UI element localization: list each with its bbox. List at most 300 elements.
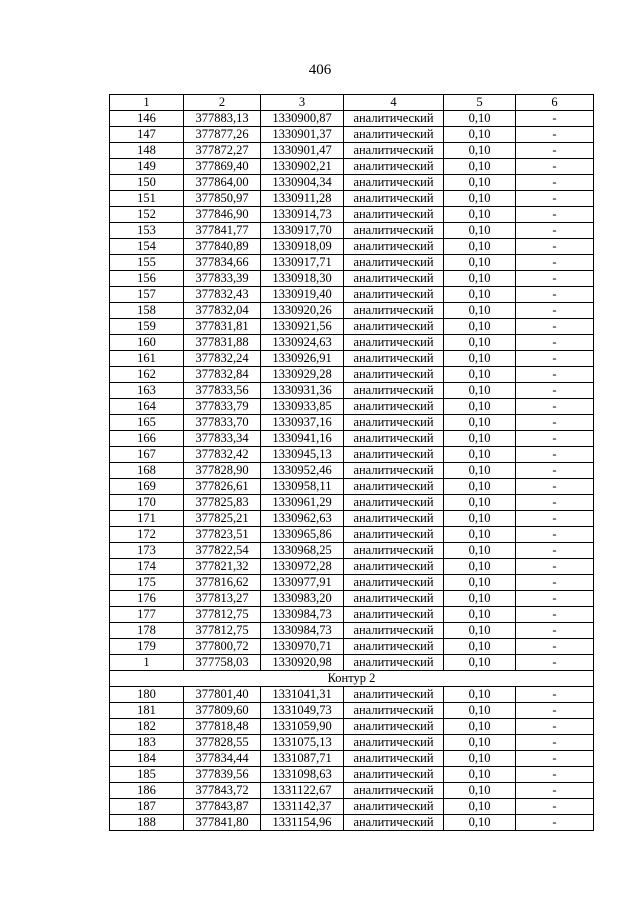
table-cell: 152: [110, 207, 184, 223]
table-row: [110, 335, 594, 351]
table-row: [110, 159, 594, 175]
table-cell: 0,10: [444, 655, 516, 671]
table-cell: 1330968,25: [261, 543, 344, 559]
table-cell: аналитический: [344, 607, 444, 623]
table-cell: 1330929,28: [261, 367, 344, 383]
table-cell: 0,10: [444, 463, 516, 479]
table-cell: 0,10: [444, 687, 516, 703]
table-cell: 168: [110, 463, 184, 479]
table-cell: -: [516, 127, 594, 143]
table-cell: 1330984,73: [261, 623, 344, 639]
table-cell: 1330983,20: [261, 591, 344, 607]
table-cell: 0,10: [444, 815, 516, 831]
table-cell: 159: [110, 319, 184, 335]
page-number: 406: [308, 62, 332, 78]
table-cell: 377832,43: [184, 287, 261, 303]
table-cell: -: [516, 287, 594, 303]
table-cell: 377833,34: [184, 431, 261, 447]
table-cell: аналитический: [344, 367, 444, 383]
table-cell: аналитический: [344, 111, 444, 127]
table-cell: -: [516, 511, 594, 527]
table-cell: 175: [110, 575, 184, 591]
contour-2-section: [110, 671, 594, 687]
table-cell: 0,10: [444, 223, 516, 239]
table-cell: 377801,40: [184, 687, 261, 703]
table-cell: аналитический: [344, 335, 444, 351]
table-cell: 173: [110, 543, 184, 559]
table-cell: аналитический: [344, 655, 444, 671]
table-cell: 1330902,21: [261, 159, 344, 175]
table-cell: 1331041,31: [261, 687, 344, 703]
table-cell: -: [516, 767, 594, 783]
table-cell: аналитический: [344, 591, 444, 607]
table-row: [110, 207, 594, 223]
table-cell: 377832,42: [184, 447, 261, 463]
table-cell: -: [516, 399, 594, 415]
table-cell: аналитический: [344, 159, 444, 175]
table-row: [110, 463, 594, 479]
header-cell: 3: [261, 95, 344, 111]
table-cell: 377821,32: [184, 559, 261, 575]
table-cell: 377832,24: [184, 351, 261, 367]
table-cell: 0,10: [444, 607, 516, 623]
table-cell: -: [516, 367, 594, 383]
table-row: [110, 719, 594, 735]
table-cell: 1331122,67: [261, 783, 344, 799]
table-row: [110, 767, 594, 783]
table-cell: 377834,44: [184, 751, 261, 767]
table-cell: 377841,77: [184, 223, 261, 239]
contour-label: Контур 2: [110, 671, 594, 687]
table-cell: 0,10: [444, 383, 516, 399]
table-row: [110, 655, 594, 671]
table-cell: аналитический: [344, 623, 444, 639]
table-cell: 1330917,71: [261, 255, 344, 271]
table-cell: аналитический: [344, 207, 444, 223]
table-cell: 0,10: [444, 495, 516, 511]
header-row: [110, 95, 594, 111]
table-row: [110, 783, 594, 799]
table-cell: 0,10: [444, 191, 516, 207]
table-cell: 0,10: [444, 367, 516, 383]
table-cell: 1331075,13: [261, 735, 344, 751]
table-cell: 377883,13: [184, 111, 261, 127]
table-cell: 146: [110, 111, 184, 127]
table-cell: 377816,62: [184, 575, 261, 591]
table-cell: -: [516, 751, 594, 767]
table-cell: аналитический: [344, 559, 444, 575]
table-cell: 1330917,70: [261, 223, 344, 239]
table-cell: 172: [110, 527, 184, 543]
table-row: [110, 383, 594, 399]
table-cell: 179: [110, 639, 184, 655]
table-cell: 149: [110, 159, 184, 175]
table-cell: 184: [110, 751, 184, 767]
table-cell: 158: [110, 303, 184, 319]
table-cell: 0,10: [444, 351, 516, 367]
table-cell: 1330918,09: [261, 239, 344, 255]
table-cell: 1330977,91: [261, 575, 344, 591]
table-cell: 147: [110, 127, 184, 143]
table-cell: 1330924,63: [261, 335, 344, 351]
table-cell: 0,10: [444, 783, 516, 799]
table-cell: 1330918,30: [261, 271, 344, 287]
table-row: [110, 399, 594, 415]
table-cell: аналитический: [344, 703, 444, 719]
table-cell: 1330920,98: [261, 655, 344, 671]
table-cell: 377825,83: [184, 495, 261, 511]
contour-row: [110, 671, 594, 687]
table-cell: 178: [110, 623, 184, 639]
table-cell: -: [516, 719, 594, 735]
table-cell: аналитический: [344, 431, 444, 447]
table-cell: 377831,81: [184, 319, 261, 335]
table-cell: -: [516, 799, 594, 815]
table-cell: 1330984,73: [261, 607, 344, 623]
table-row: [110, 607, 594, 623]
table-cell: аналитический: [344, 351, 444, 367]
table-cell: 377834,66: [184, 255, 261, 271]
table-cell: 377800,72: [184, 639, 261, 655]
table-cell: 377825,21: [184, 511, 261, 527]
table-row: [110, 495, 594, 511]
table-cell: -: [516, 607, 594, 623]
table-cell: 165: [110, 415, 184, 431]
table-cell: 0,10: [444, 303, 516, 319]
table-cell: -: [516, 415, 594, 431]
table-cell: 1330901,37: [261, 127, 344, 143]
table-cell: 1331098,63: [261, 767, 344, 783]
table-row: [110, 191, 594, 207]
contour-2-rows: [110, 687, 594, 831]
table-row: [110, 479, 594, 495]
table-cell: -: [516, 271, 594, 287]
table-cell: 0,10: [444, 575, 516, 591]
table-cell: -: [516, 335, 594, 351]
table-cell: аналитический: [344, 447, 444, 463]
table-cell: 377843,72: [184, 783, 261, 799]
table-cell: 377823,51: [184, 527, 261, 543]
table-cell: аналитический: [344, 687, 444, 703]
table-cell: 188: [110, 815, 184, 831]
table-cell: аналитический: [344, 639, 444, 655]
table-cell: аналитический: [344, 719, 444, 735]
table-cell: -: [516, 351, 594, 367]
table-cell: 1330919,40: [261, 287, 344, 303]
table-cell: -: [516, 319, 594, 335]
table-row: [110, 111, 594, 127]
table-cell: -: [516, 479, 594, 495]
table-row: [110, 623, 594, 639]
table-cell: 177: [110, 607, 184, 623]
table-cell: 1330911,28: [261, 191, 344, 207]
table-cell: 170: [110, 495, 184, 511]
table-cell: 1331142,37: [261, 799, 344, 815]
table-cell: аналитический: [344, 479, 444, 495]
table-cell: 0,10: [444, 431, 516, 447]
header-cell: 2: [184, 95, 261, 111]
table-cell: 0,10: [444, 111, 516, 127]
table-cell: 0,10: [444, 527, 516, 543]
table-cell: -: [516, 527, 594, 543]
table-cell: 377833,79: [184, 399, 261, 415]
table-cell: 174: [110, 559, 184, 575]
table-cell: 377843,87: [184, 799, 261, 815]
table-cell: аналитический: [344, 127, 444, 143]
table-cell: 180: [110, 687, 184, 703]
table-cell: -: [516, 735, 594, 751]
table-cell: 1330904,34: [261, 175, 344, 191]
table-row: [110, 543, 594, 559]
table-cell: 1330920,26: [261, 303, 344, 319]
table-cell: 1330941,16: [261, 431, 344, 447]
table-row: [110, 703, 594, 719]
table-row: [110, 639, 594, 655]
table-cell: 377832,84: [184, 367, 261, 383]
table-cell: -: [516, 543, 594, 559]
table-cell: аналитический: [344, 511, 444, 527]
table-cell: -: [516, 383, 594, 399]
table-cell: 0,10: [444, 623, 516, 639]
table-cell: 162: [110, 367, 184, 383]
table-cell: 1330926,91: [261, 351, 344, 367]
table-cell: 377818,48: [184, 719, 261, 735]
table-cell: 0,10: [444, 639, 516, 655]
table-cell: -: [516, 447, 594, 463]
table-row: [110, 351, 594, 367]
table-cell: -: [516, 143, 594, 159]
table-cell: 0,10: [444, 271, 516, 287]
table-cell: 1330901,47: [261, 143, 344, 159]
table-cell: 0,10: [444, 735, 516, 751]
table-cell: 0,10: [444, 543, 516, 559]
table-cell: -: [516, 159, 594, 175]
table-cell: 163: [110, 383, 184, 399]
table-row: [110, 687, 594, 703]
table-cell: аналитический: [344, 303, 444, 319]
table-cell: 377850,97: [184, 191, 261, 207]
table-cell: 164: [110, 399, 184, 415]
table-cell: аналитический: [344, 415, 444, 431]
table-cell: 1330972,28: [261, 559, 344, 575]
table-cell: 0,10: [444, 207, 516, 223]
table-cell: 153: [110, 223, 184, 239]
table-cell: 377828,55: [184, 735, 261, 751]
table-cell: 1330958,11: [261, 479, 344, 495]
header-cell: 5: [444, 95, 516, 111]
table-cell: 183: [110, 735, 184, 751]
table-cell: 377812,75: [184, 623, 261, 639]
table-cell: 0,10: [444, 399, 516, 415]
table-cell: 0,10: [444, 127, 516, 143]
table-cell: 377833,56: [184, 383, 261, 399]
table-cell: -: [516, 623, 594, 639]
table-cell: 0,10: [444, 239, 516, 255]
table-cell: аналитический: [344, 319, 444, 335]
table-cell: 186: [110, 783, 184, 799]
table-cell: аналитический: [344, 463, 444, 479]
table-cell: 0,10: [444, 415, 516, 431]
table-row: [110, 431, 594, 447]
table-cell: 1330921,56: [261, 319, 344, 335]
table-cell: аналитический: [344, 799, 444, 815]
table-cell: -: [516, 239, 594, 255]
table-cell: 377832,04: [184, 303, 261, 319]
table-cell: 377813,27: [184, 591, 261, 607]
table-cell: 0,10: [444, 559, 516, 575]
table-cell: 150: [110, 175, 184, 191]
table-cell: 1330970,71: [261, 639, 344, 655]
table-cell: аналитический: [344, 575, 444, 591]
table-cell: 1330962,63: [261, 511, 344, 527]
table-cell: 176: [110, 591, 184, 607]
table-cell: 1331049,73: [261, 703, 344, 719]
table-cell: -: [516, 223, 594, 239]
table-cell: 377758,03: [184, 655, 261, 671]
table-cell: 377822,54: [184, 543, 261, 559]
table-cell: 1330937,16: [261, 415, 344, 431]
table-cell: 0,10: [444, 751, 516, 767]
table-cell: -: [516, 111, 594, 127]
table-row: [110, 303, 594, 319]
table-row: [110, 143, 594, 159]
table-cell: 1330965,86: [261, 527, 344, 543]
table-cell: аналитический: [344, 175, 444, 191]
table-cell: 0,10: [444, 479, 516, 495]
table-cell: 0,10: [444, 255, 516, 271]
table-cell: -: [516, 431, 594, 447]
table-cell: 0,10: [444, 159, 516, 175]
table-cell: -: [516, 175, 594, 191]
table-cell: 1330961,29: [261, 495, 344, 511]
table-cell: 1: [110, 655, 184, 671]
table-cell: 0,10: [444, 767, 516, 783]
table-cell: -: [516, 207, 594, 223]
table-cell: 157: [110, 287, 184, 303]
table-cell: 1330900,87: [261, 111, 344, 127]
table-cell: 377828,90: [184, 463, 261, 479]
table-cell: 151: [110, 191, 184, 207]
table-cell: аналитический: [344, 767, 444, 783]
table-cell: 161: [110, 351, 184, 367]
table-cell: аналитический: [344, 815, 444, 831]
table-cell: аналитический: [344, 735, 444, 751]
table-cell: 377877,26: [184, 127, 261, 143]
table-cell: 0,10: [444, 719, 516, 735]
table-row: [110, 735, 594, 751]
table-cell: -: [516, 495, 594, 511]
table-cell: 0,10: [444, 799, 516, 815]
table-cell: 0,10: [444, 591, 516, 607]
table-cell: 377833,39: [184, 271, 261, 287]
table-cell: 0,10: [444, 335, 516, 351]
table-cell: 182: [110, 719, 184, 735]
table-cell: 181: [110, 703, 184, 719]
table-cell: 0,10: [444, 447, 516, 463]
table-cell: -: [516, 591, 594, 607]
table-row: [110, 175, 594, 191]
table-cell: аналитический: [344, 143, 444, 159]
table-cell: -: [516, 703, 594, 719]
table-cell: аналитический: [344, 783, 444, 799]
table-row: [110, 367, 594, 383]
table-cell: аналитический: [344, 527, 444, 543]
header-cell: 4: [344, 95, 444, 111]
table-cell: 377872,27: [184, 143, 261, 159]
table-row: [110, 575, 594, 591]
table-cell: 1330933,85: [261, 399, 344, 415]
table-cell: 156: [110, 271, 184, 287]
table-cell: аналитический: [344, 399, 444, 415]
table-cell: 377809,60: [184, 703, 261, 719]
table-cell: 185: [110, 767, 184, 783]
table-row: [110, 415, 594, 431]
table-row: [110, 447, 594, 463]
table-cell: 1330945,13: [261, 447, 344, 463]
table-cell: аналитический: [344, 383, 444, 399]
table-cell: 1331087,71: [261, 751, 344, 767]
table-cell: 377869,40: [184, 159, 261, 175]
table-cell: 1330914,73: [261, 207, 344, 223]
table-cell: аналитический: [344, 751, 444, 767]
table-cell: 377826,61: [184, 479, 261, 495]
table-cell: аналитический: [344, 239, 444, 255]
table-cell: -: [516, 191, 594, 207]
table-cell: 0,10: [444, 319, 516, 335]
table-cell: 148: [110, 143, 184, 159]
table-cell: 167: [110, 447, 184, 463]
table-cell: 169: [110, 479, 184, 495]
table-row: [110, 287, 594, 303]
table-cell: -: [516, 655, 594, 671]
table-row: [110, 127, 594, 143]
table-cell: 377840,89: [184, 239, 261, 255]
table-cell: аналитический: [344, 191, 444, 207]
table-cell: аналитический: [344, 495, 444, 511]
table-row: [110, 591, 594, 607]
table-cell: 1330931,36: [261, 383, 344, 399]
table-cell: аналитический: [344, 543, 444, 559]
table-cell: -: [516, 783, 594, 799]
table-cell: -: [516, 463, 594, 479]
table-row: [110, 527, 594, 543]
table-cell: 1331154,96: [261, 815, 344, 831]
table-cell: аналитический: [344, 255, 444, 271]
table-cell: 155: [110, 255, 184, 271]
table-cell: -: [516, 575, 594, 591]
table-row: [110, 559, 594, 575]
table-cell: 377833,70: [184, 415, 261, 431]
table-cell: 0,10: [444, 287, 516, 303]
header-cell: 6: [516, 95, 594, 111]
table-cell: 0,10: [444, 175, 516, 191]
table-cell: 0,10: [444, 703, 516, 719]
table-cell: 377812,75: [184, 607, 261, 623]
table-cell: 0,10: [444, 143, 516, 159]
table-cell: 377841,80: [184, 815, 261, 831]
table-row: [110, 511, 594, 527]
table-cell: 377864,00: [184, 175, 261, 191]
table-cell: 1331059,90: [261, 719, 344, 735]
table-cell: 187: [110, 799, 184, 815]
table-row: [110, 751, 594, 767]
table-cell: аналитический: [344, 223, 444, 239]
table-cell: 160: [110, 335, 184, 351]
coordinates-table: [109, 94, 594, 831]
contour-1-rows: [110, 111, 594, 671]
table-cell: -: [516, 559, 594, 575]
table-cell: -: [516, 687, 594, 703]
